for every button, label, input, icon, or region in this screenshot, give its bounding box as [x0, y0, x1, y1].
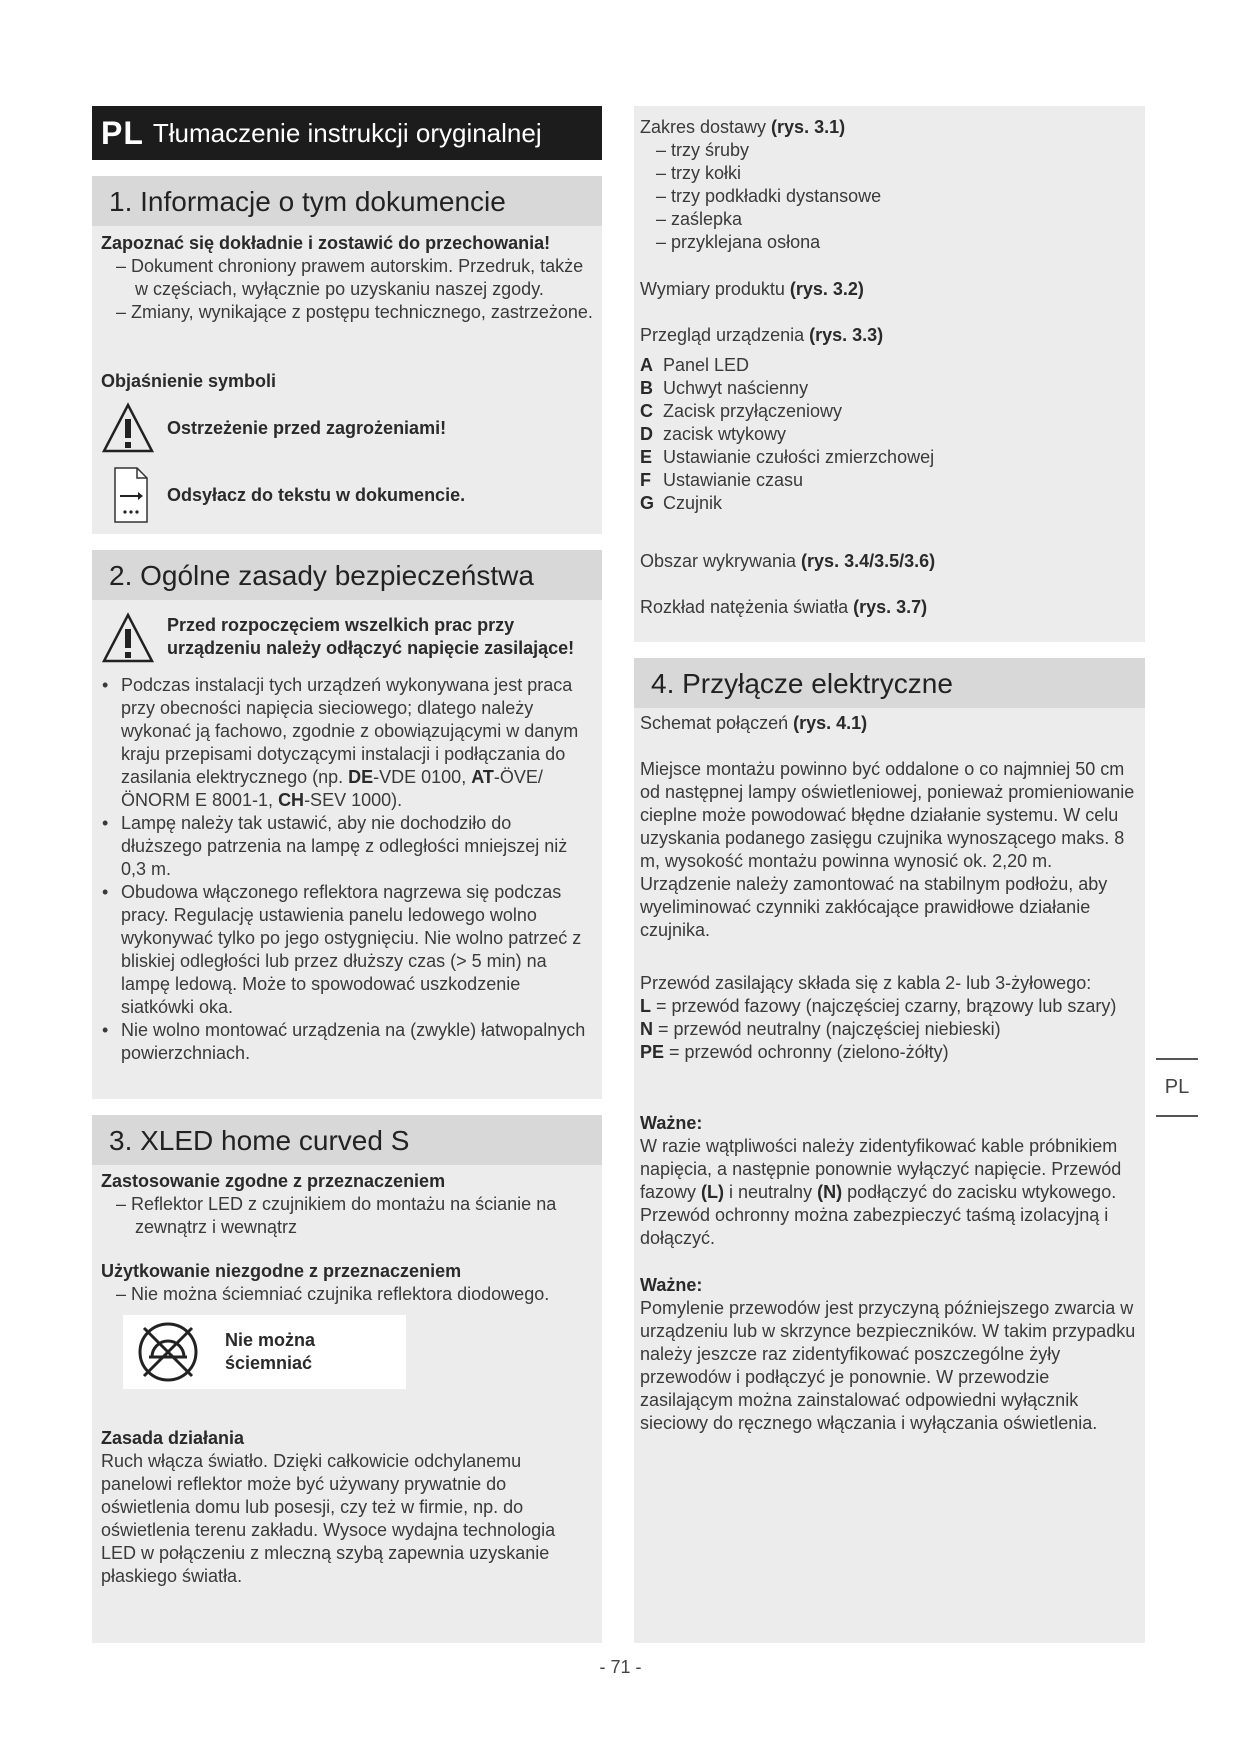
safety-bullets — [101, 674, 594, 1065]
overview-label: Przegląd urządzenia — [640, 325, 810, 345]
document-reference-icon — [101, 466, 155, 524]
figure-ref: (rys. 3.7) — [853, 597, 928, 617]
wire-key: (L) — [701, 1182, 725, 1202]
figure-ref: (rys. 3.4/3.5/3.6) — [801, 551, 936, 571]
device-overview — [640, 324, 1137, 515]
warning-triangle-icon — [101, 612, 155, 664]
symbol-warning-label: Ostrzeżenie przed zagrożeniami! — [167, 417, 447, 438]
part-row — [640, 354, 1137, 377]
document-title: Tłumaczenie instrukcji oryginalnej — [152, 117, 542, 148]
intended-heading: Zastosowanie zgodne z przeznaczeniem — [101, 1171, 446, 1191]
cable-info — [640, 972, 1137, 1064]
safety-warning-text: Przed rozpoczęciem wszelkich prac przy urządzeniu należy odłączyć napięcie zasilające! — [167, 615, 575, 658]
list-item: – Zmiany, wynikające z postępu technicznego, zastrzeżone. — [116, 302, 593, 322]
intended-use — [101, 1170, 594, 1239]
detection-area — [640, 550, 1137, 573]
wire-row — [640, 995, 1137, 1018]
list-item: • Obudowa włączonego reflektora nagrzewa się podczas pracy. Regulację ustawienia panelu ledowego wolno wykonywać tylko po jego ostygnięciu. Nie wolno patrzeć z bliskiej odległości lub przez dłuższy czas (> 5 min) na lampę ledową. Może to spowodować uszkodzenie siatkówki oka. — [101, 881, 594, 1019]
part-row — [640, 423, 1137, 446]
improper-use — [101, 1260, 594, 1306]
wire-row — [640, 1041, 1137, 1064]
side-tab-line-bottom — [1156, 1115, 1198, 1117]
part-letter: A — [640, 355, 653, 375]
part-letter: D — [640, 424, 653, 444]
delivery-label: Zakres dostawy — [640, 117, 772, 137]
list-item: • Nie wolno montować urządzenia na (zwykle) łatwopalnych powierzchniach. — [101, 1019, 594, 1065]
bullet-text: -ÖVE/ ÖNORM E 8001-1, — [121, 767, 543, 810]
list-item: – przyklejana osłona — [656, 232, 821, 252]
language-code: PL — [101, 114, 144, 151]
no-dimming-line: Nie można — [225, 1330, 316, 1350]
bullet-text: -SEV 1000). — [304, 790, 403, 810]
part-text: Czujnik — [663, 493, 723, 513]
note-text: i neutralny — [724, 1182, 818, 1202]
section-3-heading: 3. XLED home curved S — [92, 1115, 602, 1165]
important-text: Pomylenie przewodów jest przyczyną późniejszego zwarcia w urządzeniu lub w skrzynce bezpieczników. W takim przypadku należy jeszcze raz zidentyfikować poszczególne żyły przewodów i podłączyć je ponownie. W przewodzie zasilającym można zainstalować odpowiedni wyłącznik sieciowy do ręcznego włączania i wyłączania oświetlenia. — [640, 1298, 1136, 1433]
part-letter: G — [640, 493, 655, 513]
principle-text: Ruch włącza światło. Dzięki całkowicie odchylanemu panelowi reflektor może być używany prywatnie do oświetlenia domu lub posesji, czy też w firmie, np. do oświetlenia terenu zakładu. Wysoce wydajna technologia LED w połączeniu z mleczną szybą zapewnia uzyskanie płaskiego światła. — [101, 1451, 556, 1586]
country-code: AT — [471, 767, 494, 787]
wire-key: PE — [640, 1042, 665, 1062]
list-item: • Lampę należy tak ustawić, aby nie dochodziło do dłuższego patrzenia na lampę z odległości mniejszej niż 0,3 m. — [101, 812, 594, 881]
figure-ref: (rys. 4.1) — [793, 713, 868, 733]
part-letter: E — [640, 447, 653, 467]
part-text: zacisk wtykowy — [663, 424, 787, 444]
symbols-heading — [101, 370, 594, 393]
list-item: – trzy podkładki dystansowe — [656, 186, 882, 206]
important-text — [640, 1135, 1137, 1250]
part-text: Ustawianie czasu — [663, 470, 804, 490]
figure-ref: (rys. 3.2) — [789, 279, 864, 299]
symbol-reference-row — [101, 466, 465, 524]
list-item: – trzy kołki — [656, 163, 742, 183]
country-code: DE — [348, 767, 374, 787]
list-item: – Dokument chroniony prawem autorskim. Przedruk, także w częściach, wyłącznie po uzyskaniu naszej zgody. — [116, 256, 584, 299]
warning-triangle-icon — [101, 402, 155, 454]
symbols-heading-text: Objaśnienie symboli — [101, 371, 277, 391]
wire-row — [640, 1018, 1137, 1041]
wire-key: N — [640, 1019, 653, 1039]
important-note-2 — [640, 1274, 1137, 1435]
left-column — [92, 106, 602, 1643]
part-row — [640, 492, 1137, 515]
wire-text: = przewód ochronny (zielono-żółty) — [664, 1042, 949, 1062]
mounting-text — [640, 758, 1137, 942]
part-row — [640, 377, 1137, 400]
safety-warning-row — [101, 612, 577, 664]
separator — [92, 1099, 602, 1115]
list-item: – zaślepka — [656, 209, 743, 229]
dimensions-label: Wymiary produktu — [640, 279, 790, 299]
part-letter: C — [640, 401, 653, 421]
part-row — [640, 469, 1137, 492]
wire-text: = przewód fazowy (najczęściej czarny, brązowy lub szary) — [651, 996, 1117, 1016]
principle-heading: Zasada działania — [101, 1428, 245, 1448]
section-1-heading: 1. Informacje o tym dokumencie — [92, 176, 602, 226]
keep-heading: Zapoznać się dokładnie i zostawić do przechowania! — [101, 233, 551, 253]
separator — [634, 642, 1145, 658]
section-2-heading: 2. Ogólne zasady bezpieczeństwa — [92, 550, 602, 600]
language-side-tab: PL — [1164, 1076, 1190, 1098]
product-dimensions — [640, 278, 1137, 301]
cable-intro: Przewód zasilający składa się z kabla 2- lub 3-żyłowego: — [640, 973, 1092, 993]
mounting-paragraph: Miejsce montażu powinno być oddalone o co najmniej 50 cm od następnej lampy oświetleniowej, ponieważ promieniowanie cieplne może powodować błędne działanie systemu. W celu uzyskania podanego zasięgu czujnika wynoszącego maks. 8 m, wysokość montażu powinna wynosić ok. 2,20 m. Urządzenie należy zamontować na stabilnym podłożu, aby wyeliminować czynniki zakłócające prawidłowe działanie czujnika. — [640, 759, 1135, 940]
no-dimming-label — [225, 1329, 315, 1375]
important-note-1 — [640, 1112, 1137, 1250]
document-title-bar — [92, 106, 602, 160]
separator — [92, 534, 602, 550]
separator — [92, 160, 602, 176]
right-column — [634, 106, 1145, 1643]
wire-text: = przewód neutralny (najczęściej niebieski) — [653, 1019, 1001, 1039]
part-text: Ustawianie czułości zmierzchowej — [663, 447, 935, 467]
wire-key: (N) — [817, 1182, 843, 1202]
side-tab-line-top — [1156, 1058, 1198, 1060]
light-distribution — [640, 596, 1137, 619]
wire-key: L — [640, 996, 651, 1016]
list-item: – Nie można ściemniać czujnika reflektora diodowego. — [116, 1284, 550, 1304]
list-item — [101, 674, 594, 812]
figure-ref: (rys. 3.3) — [809, 325, 884, 345]
important-heading: Ważne: — [640, 1113, 703, 1133]
no-dimming-icon — [133, 1317, 203, 1387]
list-item: – Reflektor LED z czujnikiem do montażu na ścianie na zewnątrz i wewnątrz — [116, 1194, 557, 1237]
symbol-reference-label: Odsyłacz do tekstu w dokumencie. — [167, 484, 466, 505]
operating-principle — [101, 1427, 594, 1588]
country-code: CH — [278, 790, 305, 810]
part-text: Uchwyt naścienny — [663, 378, 809, 398]
wiring-label: Schemat połączeń — [640, 713, 794, 733]
light-label: Rozkład natężenia światła — [640, 597, 854, 617]
improper-heading: Użytkowanie niezgodne z przeznaczeniem — [101, 1261, 462, 1281]
detection-label: Obszar wykrywania — [640, 551, 802, 571]
page-number: - 71 - — [599, 1657, 642, 1677]
part-row — [640, 400, 1137, 423]
symbol-warning-row — [101, 402, 446, 454]
wiring-diagram — [640, 712, 1137, 735]
bullet-text: -VDE 0100, — [373, 767, 472, 787]
part-letter: F — [640, 470, 651, 490]
bullet-text: Podczas instalacji tych urządzeń wykonywana jest praca przy obecności napięcia sieciowego; dlatego należy wykonać ją fachowo, zgodnie z obowiązującymi w danym kraju przepisami dotyczącymi instalacji i podłączania do zasilania elektrycznego (np. — [121, 675, 579, 787]
no-dimming-notice — [123, 1315, 406, 1389]
no-dimming-line: ściemniać — [225, 1353, 313, 1373]
section-4-heading: 4. Przyłącze elektryczne — [634, 658, 1145, 708]
important-heading: Ważne: — [640, 1275, 703, 1295]
section-1-keep — [101, 232, 594, 324]
delivery-scope — [640, 116, 1137, 254]
note-text: W razie wątpliwości należy zidentyfikować kable próbnikiem napięcia, a następnie ponownie wyłączyć napięcie. Przewód fazowy — [640, 1136, 1122, 1202]
list-item: – trzy śruby — [656, 140, 750, 160]
part-letter: B — [640, 378, 653, 398]
part-text: Panel LED — [663, 355, 750, 375]
part-text: Zacisk przyłączeniowy — [663, 401, 843, 421]
note-text: podłączyć do zacisku wtykowego. Przewód ochronny można zabezpieczyć taśmą izolacyjną i dołączyć. — [640, 1182, 1117, 1248]
figure-ref: (rys. 3.1) — [771, 117, 846, 137]
part-row — [640, 446, 1137, 469]
